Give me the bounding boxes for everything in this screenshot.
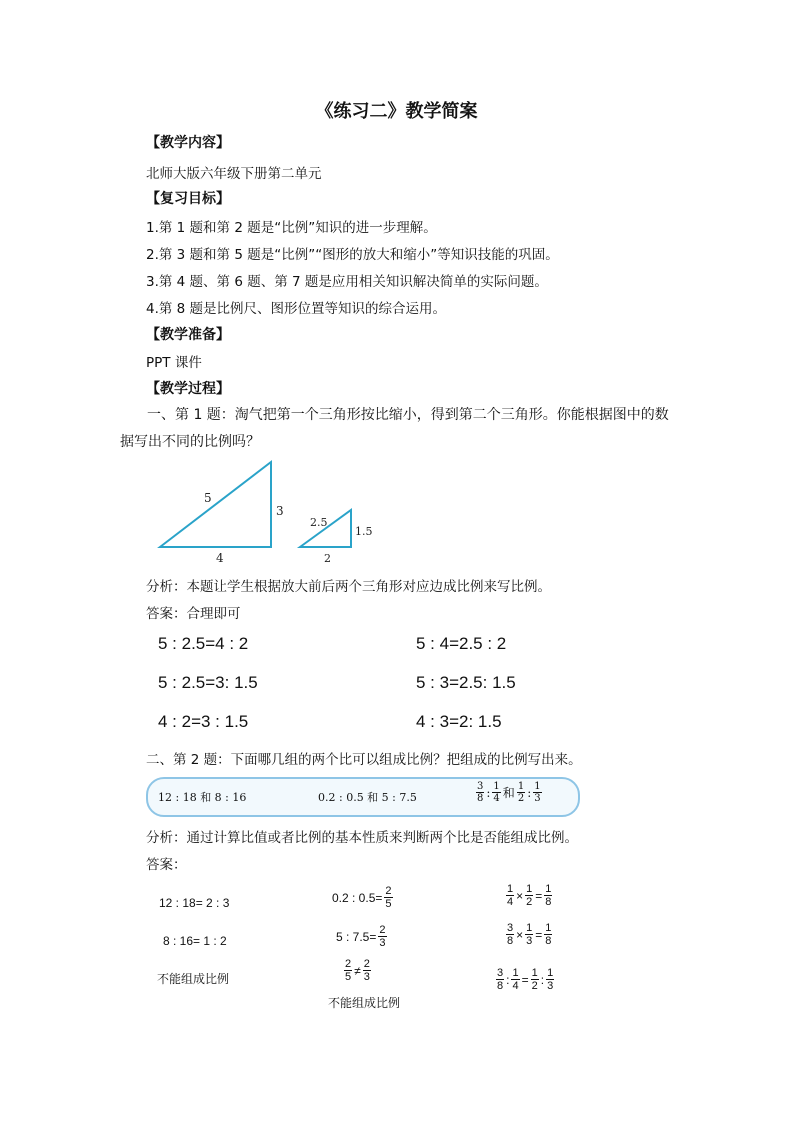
q2-question: 二、第 2 题：下面哪几组的两个比可以组成比例？把组成的比例写出来。 bbox=[146, 752, 582, 768]
frac-num: 1 bbox=[507, 883, 514, 895]
and-word: 和 bbox=[502, 786, 515, 800]
ratio-text: 5 : 7.5= bbox=[336, 929, 377, 944]
ratio-group-2: 0.2 : 0.5 和 5 : 7.5 bbox=[318, 791, 417, 804]
frac-den: 8 bbox=[545, 896, 552, 908]
not-equal-sign: ≠ bbox=[354, 963, 361, 978]
small-hyp-label: 2.5 bbox=[310, 516, 328, 529]
answer-col2-row3 bbox=[344, 958, 371, 983]
answer-col1-row3: 不能组成比例 bbox=[157, 972, 230, 986]
equals-sign: = bbox=[535, 927, 543, 942]
goal-item: 1.第 1 题和第 2 题是“比例”知识的进一步理解。 bbox=[146, 220, 437, 236]
frac-den: 4 bbox=[507, 896, 514, 908]
ratio-group-1: 12 : 18 和 8 : 16 bbox=[158, 791, 247, 804]
page-title: 《练习二》教学简案 bbox=[315, 101, 478, 122]
answer-col3-row1 bbox=[506, 883, 552, 908]
big-base-label: 4 bbox=[216, 551, 224, 565]
frac-den: 3 bbox=[526, 935, 533, 947]
goal-item: 3.第 4 题、第 6 题、第 7 题是应用相关知识解决简单的实际问题。 bbox=[146, 274, 548, 290]
ratio-text: 0.2 : 0.5= bbox=[332, 890, 383, 905]
frac-num: 2 bbox=[363, 958, 370, 970]
frac-num: 2 bbox=[385, 885, 392, 897]
frac-num: 2 bbox=[345, 958, 352, 970]
equals-sign: = bbox=[521, 972, 529, 987]
frac-den: 3 bbox=[547, 980, 554, 992]
q2-answer: 答案： bbox=[146, 857, 187, 873]
answer-col1-row2: 8 : 16= 1 : 2 bbox=[163, 934, 227, 948]
prep-text: PPT 课件 bbox=[146, 355, 202, 371]
goal-item: 4.第 8 题是比例尺、图形位置等知识的综合运用。 bbox=[146, 301, 447, 317]
colon-sign: : bbox=[506, 972, 510, 987]
frac-den: 2 bbox=[531, 980, 538, 992]
frac-den: 4 bbox=[512, 980, 519, 992]
answer-col3-row3 bbox=[496, 967, 554, 992]
frac-num: 1 bbox=[526, 883, 533, 895]
frac-den: 5 bbox=[345, 971, 352, 983]
frac-num: 1 bbox=[493, 781, 500, 792]
section-head-process: 【教学过程】 bbox=[146, 381, 230, 397]
frac-num: 1 bbox=[547, 967, 554, 979]
big-triangle bbox=[160, 462, 271, 547]
q1-question: 一、第 1 题：淘气把第一个三角形按比缩小，得到第二个三角形。你能根据图中的数据写出不同的比例吗？ bbox=[120, 407, 669, 450]
frac-den: 2 bbox=[517, 793, 525, 804]
frac-den: 3 bbox=[363, 971, 370, 983]
colon-sign: : bbox=[540, 972, 545, 987]
q1-answer: 答案：合理即可 bbox=[146, 606, 241, 622]
equals-sign: = bbox=[535, 888, 543, 903]
content-text: 北师大版六年级下册第二单元 bbox=[146, 166, 322, 182]
equation: 5 : 2.5=3: 1.5 bbox=[158, 673, 258, 692]
answer-col2-row1 bbox=[330, 885, 393, 910]
frac-num: 1 bbox=[517, 781, 525, 792]
triangles-figure bbox=[150, 455, 380, 567]
frac-num: 3 bbox=[477, 781, 484, 792]
frac-den: 8 bbox=[545, 935, 552, 947]
small-side-label: 1.5 bbox=[355, 525, 373, 538]
times-sign: × bbox=[516, 888, 524, 903]
q1-analysis: 分析：本题让学生根据放大前后两个三角形对应边成比例来写比例。 bbox=[146, 579, 551, 595]
section-head-goals: 【复习目标】 bbox=[146, 191, 230, 207]
frac-den: 8 bbox=[507, 935, 514, 947]
answer-col3-row2 bbox=[506, 922, 552, 947]
frac-num: 1 bbox=[512, 967, 519, 979]
equation: 4 : 2=3 : 1.5 bbox=[158, 712, 249, 731]
ratio-group-3: $\frac{3}{8}$ : $\frac{1}{4}$ 和 $\frac{1}{2}$ : $\frac{1}{3}$ bbox=[477, 781, 541, 804]
frac-num: 3 bbox=[507, 922, 514, 934]
section-head-prep: 【教学准备】 bbox=[146, 327, 230, 343]
frac-den: 8 bbox=[497, 980, 504, 992]
times-sign: × bbox=[516, 927, 524, 942]
frac-den: 5 bbox=[385, 898, 392, 910]
frac-den: 3 bbox=[534, 793, 541, 804]
frac-num: 1 bbox=[534, 781, 541, 792]
equation: 5 : 3=2.5: 1.5 bbox=[416, 673, 516, 692]
equation: 5 : 4=2.5 : 2 bbox=[416, 634, 507, 653]
equation: 4 : 3=2: 1.5 bbox=[416, 712, 502, 731]
frac-den: 3 bbox=[379, 937, 386, 949]
frac-den: 2 bbox=[526, 896, 533, 908]
ratio-groups-box bbox=[146, 777, 580, 817]
frac-num: 3 bbox=[497, 967, 504, 979]
answer-col1-row1: 12 : 18= 2 : 3 bbox=[159, 896, 230, 910]
frac-den: 8 bbox=[477, 793, 484, 804]
frac-num: 1 bbox=[545, 922, 552, 934]
frac-num: 1 bbox=[545, 883, 552, 895]
section-head-content: 【教学内容】 bbox=[146, 135, 230, 151]
frac-num: 1 bbox=[526, 922, 533, 934]
big-side-label: 3 bbox=[276, 504, 284, 518]
frac-num: 1 bbox=[531, 967, 538, 979]
q2-analysis: 分析：通过计算比值或者比例的基本性质来判断两个比是否能组成比例。 bbox=[146, 830, 578, 846]
equation: 5 : 2.5=4 : 2 bbox=[158, 634, 249, 653]
small-base-label: 2 bbox=[324, 552, 331, 565]
frac-num: 2 bbox=[379, 924, 386, 936]
frac-den: 4 bbox=[493, 793, 500, 804]
answer-col2-row2 bbox=[334, 924, 387, 949]
answer-col2-row4: 不能组成比例 bbox=[328, 996, 401, 1010]
goal-item: 2.第 3 题和第 5 题是“比例”“图形的放大和缩小”等知识技能的巩固。 bbox=[146, 247, 559, 263]
big-hyp-label: 5 bbox=[204, 491, 212, 505]
